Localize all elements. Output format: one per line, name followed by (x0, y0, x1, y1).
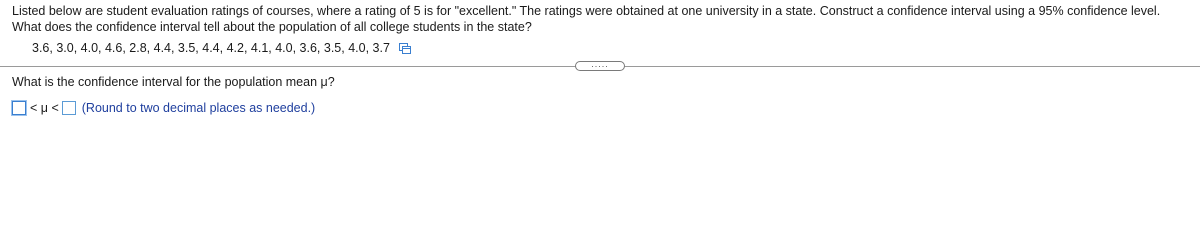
expand-more-label: ..... (591, 59, 609, 69)
data-values: 3.6, 3.0, 4.0, 4.6, 2.8, 4.4, 3.5, 4.4, 4.2, 4.1, 4.0, 3.6, 3.5, 4.0, 3.7 (32, 41, 390, 55)
inequality-symbol: < μ < (30, 101, 59, 115)
answer-row (12, 101, 315, 115)
upper-bound-input[interactable] (62, 101, 76, 115)
part-prompt: What is the confidence interval for the population mean μ? (12, 75, 335, 89)
data-values-row (32, 40, 411, 56)
copy-icon[interactable] (399, 43, 411, 54)
lower-bound-input[interactable] (12, 101, 26, 115)
expand-more-button[interactable] (575, 61, 625, 71)
rounding-hint: (Round to two decimal places as needed.) (81, 101, 316, 115)
question-text: Listed below are student evaluation ratings of courses, where a rating of 5 is for "excellent." The ratings were obtained at one university in a state. Construct a confidence interval using a 95% confidence level. What does the confidence interval tell about the population of all college students in the state? (12, 4, 1161, 34)
